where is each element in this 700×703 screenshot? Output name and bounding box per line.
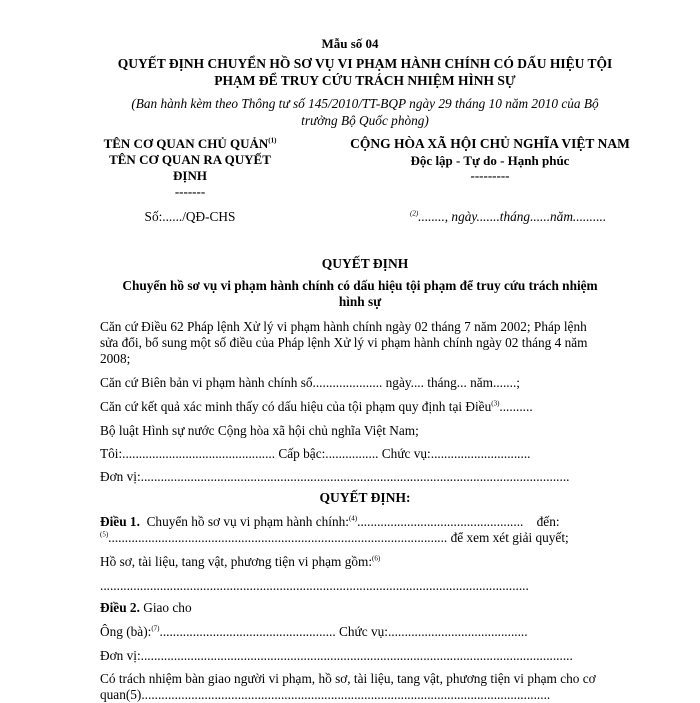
handover-line1: Có trách nhiệm bàn giao người vi phạm, hồ sơ, tài liệu, tang vật, phương tiện vi phạm cho cơ (100, 671, 596, 686)
form-number: Mẫu số 04 (321, 36, 379, 51)
country-name: CỘNG HÒA XÃ HỘI CHỦ NGHĨA VIỆT NAM (350, 136, 630, 151)
national-motto: Độc lập - Tự do - Hạnh phúc (410, 153, 570, 168)
records-line: Hồ sơ, tài liệu, tang vật, phương tiện vi phạm gồm:$^{(6)}$ (100, 554, 381, 569)
basis-1-line2: sửa đổi, bổ sung một số điều của Pháp lệnh Xử lý vi phạm hành chính ngày 02 tháng 4 năm (100, 335, 588, 350)
issued-note-line2: trưởng Bộ Quốc phòng) (301, 113, 429, 128)
article-1-line2: $^{(5)}$...................................................................................................... để xem xét giải quyết; (100, 530, 569, 545)
basis-1-line1: Căn cứ Điều 62 Pháp lệnh Xử lý vi phạm hành chính ngày 02 tháng 7 năm 2002; Pháp lệnh (100, 319, 587, 334)
person-line: Ông (bà):$^{(7)}$..................................................... Chức vụ:.......................................... (100, 624, 528, 639)
decision-title: QUYẾT ĐỊNH (321, 256, 409, 271)
right-divider: --------- (470, 168, 510, 183)
issuing-agency-line1: TÊN CƠ QUAN RA QUYẾT (109, 152, 271, 167)
document-title-line2: PHẠM ĐỂ TRUY CỨU TRÁCH NHIỆM HÌNH SỰ (214, 73, 516, 88)
parent-agency: TÊN CƠ QUAN CHỦ QUẢN$^{(1)}$ (103, 136, 277, 151)
subject-line1: Chuyển hồ sơ vụ vi phạm hành chính có dấu hiệu tội phạm để truy cứu trách nhiệm (122, 278, 598, 293)
place-date: $^{(2)}$........, ngày.......tháng......năm.......... (410, 209, 607, 224)
official-line: Tôi:.............................................. Cấp bậc:................ Chức vụ:.............................. (100, 446, 531, 461)
decision-title-2: QUYẾT ĐỊNH: (319, 490, 411, 505)
basis-4: Bộ luật Hình sự nước Cộng hòa xã hội chủ nghĩa Việt Nam; (100, 423, 419, 438)
basis-3: Căn cứ kết quả xác minh thấy có dấu hiệu của tội phạm quy định tại Điều$^{(3)}$.......... (100, 399, 533, 414)
issuing-agency-line2: ĐỊNH (173, 168, 207, 183)
document-title-line1: QUYẾT ĐỊNH CHUYỂN HỒ SƠ VỤ VI PHẠM HÀNH CHÍNH CÓ DẤU HIỆU TỘI (117, 56, 613, 71)
unit-line: Đơn vị:................................................................................................................................. (100, 469, 570, 484)
document-number: Số:....../QĐ-CHS (144, 209, 236, 224)
basis-1-line3: 2008; (100, 351, 131, 366)
article-2: Điều 2. Giao cho (100, 600, 192, 615)
basis-2: Căn cứ Biên bản vi phạm hành chính số..................... ngày.... tháng... năm.......; (100, 375, 520, 390)
subject-line2: hình sự (338, 294, 382, 309)
left-divider: ------- (174, 184, 206, 199)
records-dots: ................................................................................................................................. (100, 578, 529, 593)
handover-line2: quan(5)........................................................................................................................... (100, 687, 551, 702)
unit-line-2: Đơn vị:.................................................................................................................................. (100, 648, 573, 663)
issued-note-line1: (Ban hành kèm theo Thông tư số 145/2010/TT-BQP ngày 29 tháng 10 năm 2010 của Bộ (131, 96, 599, 111)
article-1: Điều 1. Chuyển hồ sơ vụ vi phạm hành chính:$^{(4)}$.................................................. đến: (100, 514, 560, 529)
